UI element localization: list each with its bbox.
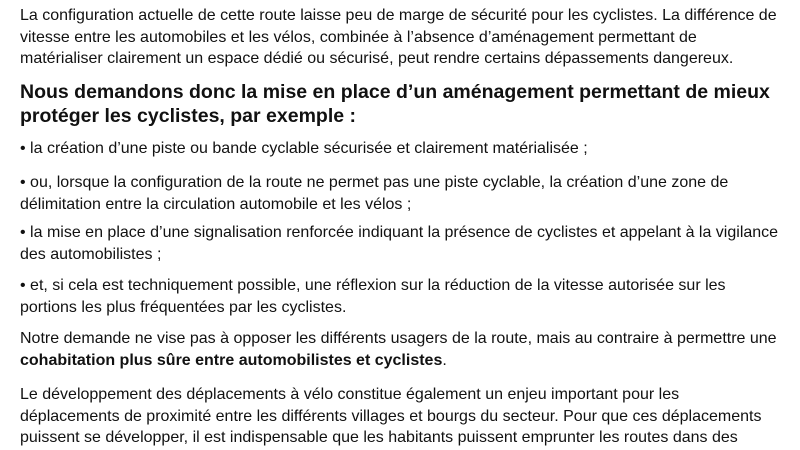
heading-line: Nous demandons donc la mise en place d’un aménagement permettant de mieux <box>20 81 770 103</box>
bullet-line: • la création d’une piste ou bande cyclable sécurisée et clairement matérialisée ; <box>20 140 588 157</box>
bullet-line: des automobilistes ; <box>20 245 162 263</box>
intro-paragraph <box>20 5 777 70</box>
development-line: puissent se développer, il est indispensable que les habitants puissent emprunter les routes dans des <box>20 429 738 446</box>
bullet-item <box>20 138 588 160</box>
section-heading <box>20 80 770 128</box>
demand-line: Notre demande ne vise pas à opposer les différents usagers de la route, mais au contraire à permettre une <box>20 330 777 347</box>
bullet-item <box>20 222 778 265</box>
bullet-line: délimitation entre la circulation automobile et les vélos ; <box>20 195 412 213</box>
demand-line-2 <box>20 350 777 372</box>
bullet-line: • et, si cela est techniquement possible, une réflexion sur la réduction de la vitesse autorisée sur les <box>20 277 726 294</box>
bullet-line: portions les plus fréquentées par les cyclistes. <box>20 298 347 316</box>
demand-emphasis: cohabitation plus sûre entre automobilistes et cyclistes <box>20 351 443 369</box>
bullet-line: • ou, lorsque la configuration de la route ne permet pas une piste cyclable, la création d’une zone de <box>20 174 729 191</box>
development-line: déplacements de proximité entre les différents villages et bourgs du secteur. Pour que ces déplacements <box>20 407 762 425</box>
bullet-line: • la mise en place d’une signalisation renforcée indiquant la présence de cyclistes et appelant à la vigilance <box>20 224 779 241</box>
development-paragraph <box>20 384 761 449</box>
demand-paragraph <box>20 328 777 371</box>
development-line: Le développement des déplacements à vélo constitue également un enjeu important pour les <box>20 386 680 403</box>
bullet-item <box>20 275 726 318</box>
heading-line: protéger les cyclistes, par exemple : <box>20 105 356 127</box>
bullet-item <box>20 172 728 215</box>
intro-line: La configuration actuelle de cette route laisse peu de marge de sécurité pour les cyclistes. La différence de <box>20 7 777 24</box>
intro-line: vitesse entre les automobiles et les vélos, combinée à l’absence d’aménagement permettant de <box>20 28 697 46</box>
demand-end: . <box>442 351 447 369</box>
intro-line: matérialiser clairement un espace dédié ou sécurisé, peut rendre certains dépassements dangereux. <box>20 50 734 67</box>
